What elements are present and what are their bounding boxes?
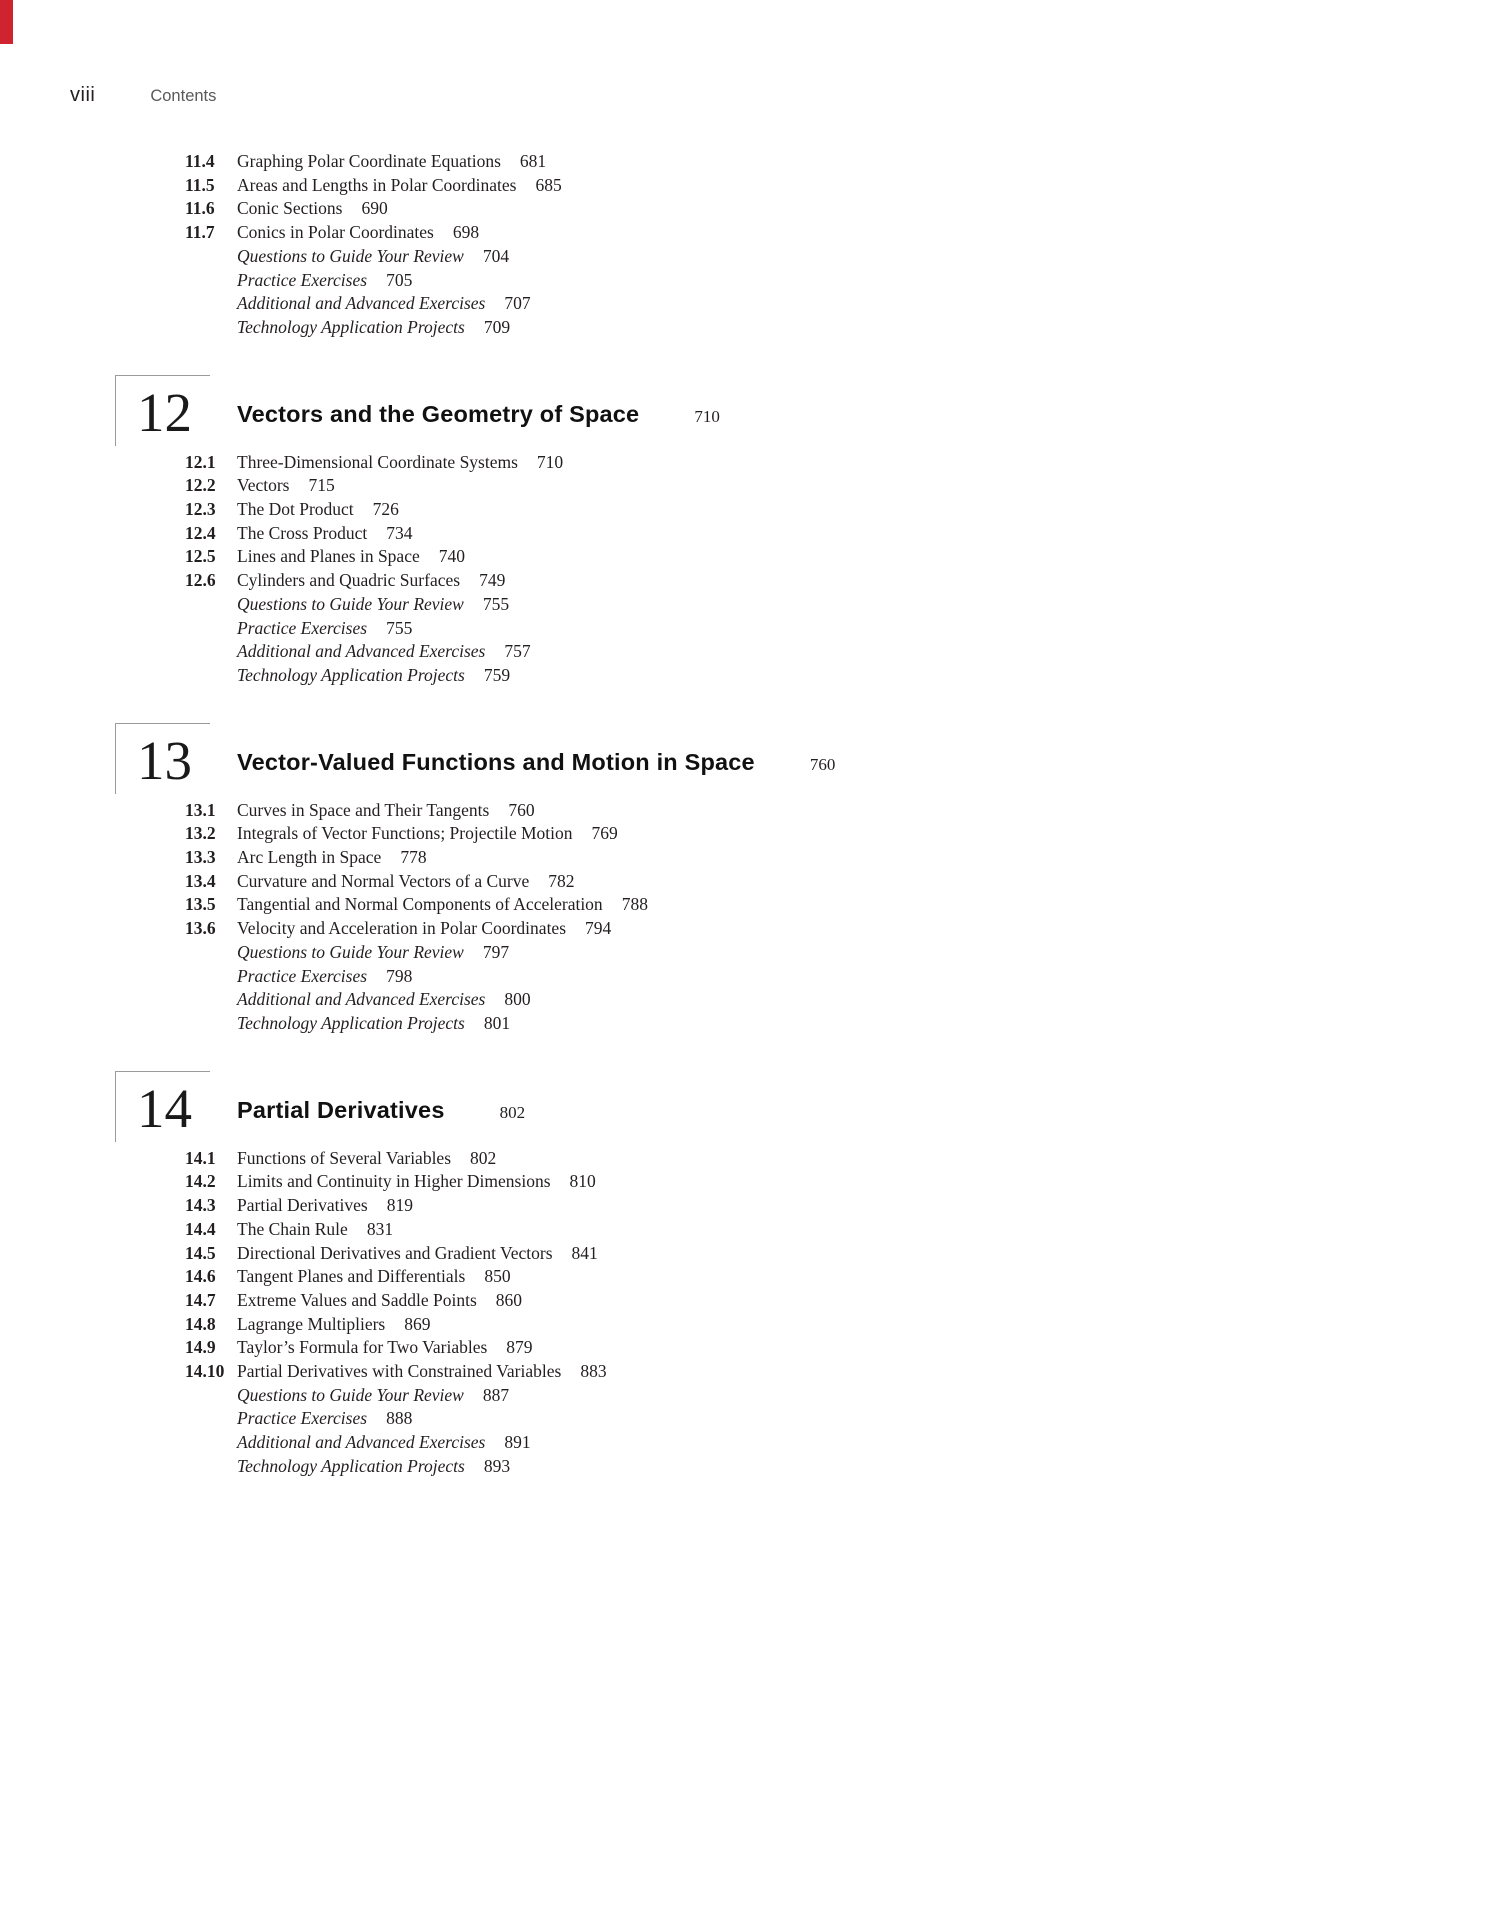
page-number: 769: [591, 823, 618, 844]
page-number: 681: [519, 151, 547, 171]
section-number: 14.5: [185, 1242, 216, 1263]
page-number: 726: [372, 499, 399, 520]
section-title: Extreme Values and Saddle Points: [237, 1289, 477, 1310]
section-title: Functions of Several Variables: [237, 1147, 452, 1168]
section-title: Curvature and Normal Vectors of a Curve: [237, 870, 530, 891]
page-header: [70, 84, 216, 107]
section-number: 14.10: [185, 1361, 225, 1382]
section-number: 14.7: [185, 1289, 216, 1310]
toc-entry: [185, 522, 1500, 546]
chapter-header: [115, 1071, 1500, 1137]
section-number: 11.6: [185, 198, 215, 219]
chapter-section-list: [0, 451, 1500, 688]
toc-entry: [185, 799, 1500, 823]
toc-entry: [185, 1407, 1500, 1431]
section-number: 12.2: [185, 475, 216, 496]
toc-entry: [185, 1384, 1500, 1408]
section-title: Partial Derivatives with Constrained Variables: [237, 1361, 562, 1382]
page-number: 710: [536, 451, 564, 472]
page-number: 705: [386, 269, 413, 290]
toc-entry: [185, 1012, 1500, 1036]
toc-entry: [185, 1147, 1500, 1171]
page-number: 860: [495, 1289, 523, 1310]
toc-entry: [185, 569, 1500, 593]
page-number: 707: [504, 293, 531, 314]
toc-entry: [185, 150, 1500, 174]
toc-entry: [185, 269, 1500, 293]
toc-entry: [185, 316, 1500, 340]
page-number: 888: [386, 1408, 413, 1429]
section-title: The Cross Product: [237, 522, 368, 543]
page-number: 887: [482, 1384, 510, 1405]
section-title: Questions to Guide Your Review: [237, 1384, 464, 1405]
toc-entry: [185, 1336, 1500, 1360]
page-number: 757: [504, 641, 531, 662]
page-number: 831: [366, 1218, 394, 1239]
page-number: 802: [470, 1147, 497, 1168]
chapter-block: [0, 1071, 1500, 1479]
section-number: 13.1: [185, 799, 216, 820]
section-title: Practice Exercises: [237, 1408, 368, 1429]
section-number: 12.1: [185, 451, 216, 472]
section-number: 13.5: [185, 894, 216, 915]
page-number: 893: [483, 1455, 511, 1476]
toc-entry: [185, 617, 1500, 641]
section-title: Tangential and Normal Components of Acceleration: [237, 894, 603, 915]
toc-entry: [185, 1265, 1500, 1289]
toc-entry: [185, 822, 1500, 846]
page-number: 801: [483, 1012, 511, 1033]
toc-entry: [185, 498, 1500, 522]
page-number: 740: [438, 546, 465, 567]
chapter-title: Vectors and the Geometry of Space: [237, 400, 640, 427]
chapter-page-number: 802: [499, 1102, 526, 1122]
chapter-header: [115, 723, 1500, 789]
chapter-number-box: [115, 723, 210, 789]
page-number: 850: [484, 1266, 511, 1287]
chapter-section-list: [0, 799, 1500, 1036]
chapter-title: Vector-Valued Functions and Motion in Space: [237, 748, 755, 775]
toc-entry: [185, 1431, 1500, 1455]
section-title: Lagrange Multipliers: [237, 1313, 386, 1334]
page-number: 810: [569, 1171, 596, 1192]
section-title: The Dot Product: [237, 499, 354, 520]
page-number: 715: [308, 475, 335, 496]
toc-entry: [185, 846, 1500, 870]
section-number: 14.9: [185, 1337, 216, 1358]
section-number: 13.3: [185, 847, 216, 868]
toc-entry: [185, 174, 1500, 198]
section-title: Curves in Space and Their Tangents: [237, 799, 490, 820]
page-edge-mark: [0, 0, 13, 44]
toc-entry: [185, 1242, 1500, 1266]
section-title: Technology Application Projects: [237, 664, 465, 685]
section-title: Conic Sections: [237, 198, 343, 219]
section-number: 13.4: [185, 870, 216, 891]
page-number: 709: [483, 316, 511, 337]
section-title: Integrals of Vector Functions; Projectile Motion: [237, 823, 573, 844]
toc-entry: [185, 545, 1500, 569]
section-title: Technology Application Projects: [237, 1455, 465, 1476]
page-number: 782: [548, 870, 575, 891]
chapter-block: [0, 723, 1500, 1036]
section-title: Additional and Advanced Exercises: [237, 641, 486, 662]
page-number: 690: [361, 198, 388, 219]
page-number: 755: [482, 593, 510, 614]
toc-entry: [185, 640, 1500, 664]
chapter-page-number: 710: [694, 406, 720, 426]
chapter-header: [115, 375, 1500, 441]
section-title: Areas and Lengths in Polar Coordinates: [237, 174, 517, 195]
section-number: 12.5: [185, 546, 216, 567]
section-title: Partial Derivatives: [237, 1195, 368, 1216]
toc-entry: [185, 917, 1500, 941]
toc-entry: [185, 965, 1500, 989]
toc-entry: [185, 1313, 1500, 1337]
section-number: 14.2: [185, 1171, 216, 1192]
toc-entry: [185, 1194, 1500, 1218]
page-number: 788: [621, 894, 648, 915]
section-title: Conics in Polar Coordinates: [237, 222, 434, 243]
section-title: Taylor’s Formula for Two Variables: [237, 1337, 488, 1358]
table-of-contents: [0, 150, 1500, 1479]
toc-entry: [185, 197, 1500, 221]
section-title: Additional and Advanced Exercises: [237, 1432, 486, 1453]
page-number: 879: [506, 1337, 533, 1358]
page-number: 759: [483, 664, 511, 685]
section-title: Practice Exercises: [237, 965, 368, 986]
section-number: 14.3: [185, 1195, 216, 1216]
page-number: 685: [535, 174, 562, 195]
toc-entry: [185, 1218, 1500, 1242]
section-title: Questions to Guide Your Review: [237, 593, 464, 614]
toc-entry: [185, 1360, 1500, 1384]
chapter-number: 13: [137, 729, 192, 791]
section-title: Practice Exercises: [237, 617, 368, 638]
page-number: 869: [404, 1313, 431, 1334]
page-number: 797: [482, 941, 510, 962]
toc-entry: [185, 1455, 1500, 1479]
chapter-number: 12: [137, 381, 192, 443]
section-number: 14.1: [185, 1147, 216, 1168]
section-title: Additional and Advanced Exercises: [237, 293, 486, 314]
toc-entry: [185, 1170, 1500, 1194]
chapter-page-number: 760: [809, 754, 836, 774]
section-number: 13.2: [185, 823, 216, 844]
page-number: 819: [386, 1195, 413, 1216]
page-number: 749: [479, 570, 506, 591]
section-number: 11.4: [185, 151, 215, 171]
chapter-number-box: [115, 1071, 210, 1137]
toc-entry: [185, 893, 1500, 917]
section-title: Directional Derivatives and Gradient Vectors: [237, 1242, 553, 1263]
section-title: Three-Dimensional Coordinate Systems: [237, 451, 518, 472]
page-number: 778: [400, 847, 427, 868]
toc-entry: [185, 941, 1500, 965]
folio: viii: [70, 84, 96, 106]
section-number: 12.6: [185, 570, 216, 591]
front-matter-list: [0, 150, 1500, 340]
toc-entry: [185, 245, 1500, 269]
page-number: 798: [386, 965, 413, 986]
page-number: 704: [482, 245, 510, 266]
section-number: 12.3: [185, 499, 216, 520]
section-title: Vectors: [237, 475, 290, 496]
section-number: 14.4: [185, 1218, 216, 1239]
section-title: Velocity and Acceleration in Polar Coordinates: [237, 918, 567, 939]
chapter-block: [0, 375, 1500, 688]
page-number: 698: [452, 222, 480, 243]
section-number: 14.8: [185, 1313, 216, 1334]
chapter-number-box: [115, 375, 210, 441]
section-number: 11.5: [185, 174, 215, 195]
section-title: Technology Application Projects: [237, 316, 465, 337]
section-title: Technology Application Projects: [237, 1012, 465, 1033]
toc-entry: [185, 593, 1500, 617]
section-title: Arc Length in Space: [237, 847, 382, 868]
toc-entry: [185, 474, 1500, 498]
chapter-number: 14: [137, 1077, 192, 1139]
section-title: Practice Exercises: [237, 269, 368, 290]
toc-entry: [185, 221, 1500, 245]
toc-entry: [185, 664, 1500, 688]
toc-entry: [185, 292, 1500, 316]
toc-entry: [185, 988, 1500, 1012]
section-title: Limits and Continuity in Higher Dimensions: [237, 1171, 551, 1192]
toc-entry: [185, 870, 1500, 894]
section-number: 11.7: [185, 222, 215, 243]
page-number: 755: [386, 617, 413, 638]
page-number: 760: [508, 799, 535, 820]
section-title: Tangent Planes and Differentials: [237, 1266, 466, 1287]
section-title: Cylinders and Quadric Surfaces: [237, 570, 461, 591]
page-number: 891: [504, 1432, 531, 1453]
section-title: Questions to Guide Your Review: [237, 245, 464, 266]
contents-label: Contents: [150, 87, 217, 105]
section-number: 14.6: [185, 1266, 216, 1287]
chapter-title: Partial Derivatives: [237, 1096, 445, 1123]
section-title: The Chain Rule: [237, 1218, 348, 1239]
section-title: Additional and Advanced Exercises: [237, 989, 486, 1010]
section-number: 13.6: [185, 918, 216, 939]
page-number: 794: [585, 918, 612, 939]
section-title: Graphing Polar Coordinate Equations: [237, 151, 501, 171]
section-title: Questions to Guide Your Review: [237, 941, 464, 962]
page-number: 800: [504, 989, 531, 1010]
section-number: 12.4: [185, 522, 216, 543]
chapter-blocks: [0, 375, 1500, 1479]
page-number: 841: [571, 1242, 598, 1263]
section-title: Lines and Planes in Space: [237, 546, 420, 567]
toc-entry: [185, 1289, 1500, 1313]
chapter-section-list: [0, 1147, 1500, 1479]
page-number: 883: [580, 1361, 607, 1382]
page-number: 734: [386, 522, 413, 543]
toc-entry: [185, 451, 1500, 475]
